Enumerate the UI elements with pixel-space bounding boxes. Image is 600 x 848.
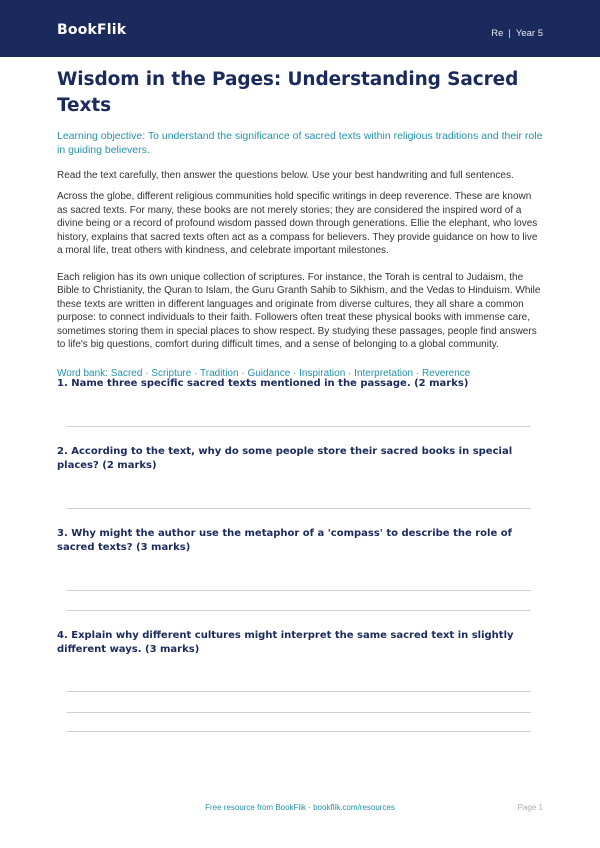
question-4: [57, 629, 543, 657]
word-bank: Word bank: Sacred · Scripture · Tradition · Guidance · Inspiration · Interpretation · Reverence: [57, 367, 471, 379]
subject-label: Re: [491, 28, 504, 39]
year-label: Year 5: [515, 28, 543, 39]
question-2-text: 2. According to the text, why do some people store their sacred books in special places? (2 marks): [57, 446, 513, 471]
brand-logo: BookFlik: [57, 22, 127, 38]
question-2: [57, 445, 543, 473]
footer-resource-link[interactable]: Free resource from BookFlik · bookflik.com/resources: [205, 803, 395, 812]
answer-line[interactable]: [67, 508, 531, 509]
answer-line[interactable]: [67, 590, 531, 591]
learning-objective: Learning objective: To understand the significance of sacred texts within religious traditions and their role in guiding believers.: [57, 130, 543, 156]
instructions: Read the text carefully, then answer the questions below. Use your best handwriting and full sentences.: [57, 170, 514, 181]
passage-paragraph-1: Across the globe, different religious communities hold specific writings in deep reverence. These are known as sacred texts. For many, these books are not merely stories; they are considered the inspired word of a divine being or a record of profound wisdom passed down through generations. Ellie the elephant, who loves history, explains that sacred texts often act as a compass for believers. They provide guidance on how to live a moral life, treat others with kindness, and celebrate important milestones.: [57, 191, 538, 256]
question-1-text: 1. Name three specific sacred texts mentioned in the passage. (2 marks): [57, 378, 469, 389]
page-title: Wisdom in the Pages: Understanding Sacred Texts: [57, 69, 519, 116]
worksheet-body: [57, 63, 543, 380]
passage-paragraph-2: Each religion has its own unique collection of scriptures. For instance, the Torah is central to Judaism, the Bible to Christianity, the Quran to Islam, the Guru Granth Sahib to Sikhism, and the Vedas to Hinduism. While these texts are written in different languages and originate from diverse cultures, they all share a common purpose: to connect individuals to their faith. Followers often treat these physical books with immense care, sometimes storing them in special places to show respect. By studying these passages, people find answers to life's big questions, comfort during difficult times, and a sense of belonging to a global community.: [57, 271, 541, 350]
answer-line[interactable]: [67, 426, 531, 427]
header-separator: |: [508, 28, 511, 39]
page-number: Page 1: [517, 803, 543, 812]
question-3-text: 3. Why might the author use the metaphor of a 'compass' to describe the role of sacred texts? (3 marks): [57, 528, 512, 553]
answer-line[interactable]: [67, 712, 531, 713]
answer-line[interactable]: [67, 731, 531, 732]
page-header: [0, 0, 600, 57]
question-4-text: 4. Explain why different cultures might interpret the same sacred text in slightly different ways. (3 marks): [57, 630, 514, 655]
question-3: [57, 527, 543, 555]
question-1: [57, 377, 543, 391]
answer-line[interactable]: [67, 610, 531, 611]
header-meta: [491, 28, 543, 39]
answer-line[interactable]: [67, 691, 531, 692]
